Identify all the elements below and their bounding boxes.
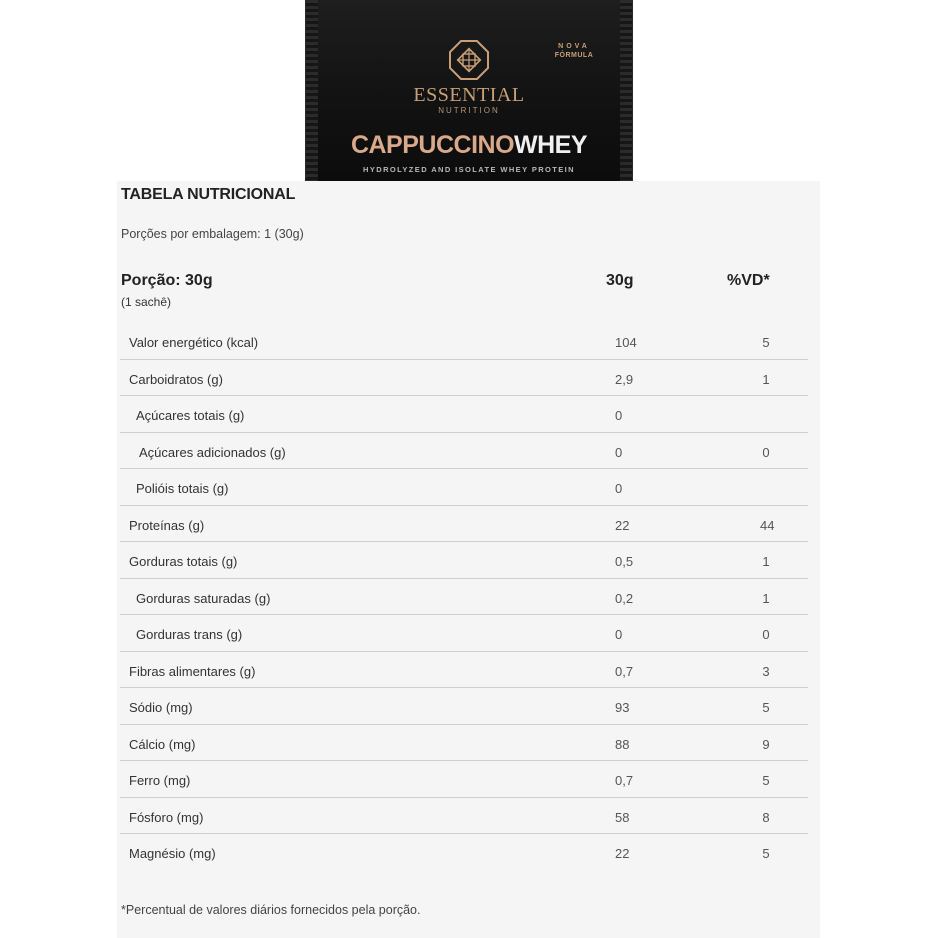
nutrient-name: Magnésio (mg) [129, 846, 216, 861]
nutrient-name: Sódio (mg) [129, 700, 193, 715]
brand-subtitle: NUTRITION [438, 106, 500, 115]
new-formula-badge [552, 42, 596, 60]
nutrient-daily-value: 3 [762, 663, 770, 679]
brand-name: ESSENTIAL [413, 84, 525, 106]
nutrient-daily-value: 0 [762, 627, 770, 642]
nutrient-daily-value: 44 [760, 517, 775, 533]
nutrient-daily-value: 5 [762, 700, 770, 715]
product-name-part2: WHEY [514, 131, 588, 159]
nutrient-name: Gorduras saturadas (g) [136, 590, 271, 606]
nutrient-amount: 0,7 [615, 773, 634, 788]
servings-per-package: Porções por embalagem: 1 (30g) [121, 227, 304, 241]
nutrient-amount: 0 [615, 481, 623, 496]
product-name-part1: CAPPUCCINO [350, 131, 515, 159]
table-row [117, 542, 820, 579]
nutrient-amount: 22 [615, 846, 630, 861]
table-title: TABELA NUTRICIONAL [121, 186, 296, 203]
nutrient-amount: 104 [615, 335, 637, 350]
nutrient-name: Fósforo (mg) [129, 809, 204, 825]
nutrient-daily-value: 1 [762, 554, 770, 569]
badge-line1: NOVA [558, 43, 590, 50]
nutrient-daily-value: 5 [762, 846, 770, 861]
nutrient-name: Fibras alimentares (g) [129, 663, 256, 679]
nutrient-name: Açúcares totais (g) [136, 408, 245, 423]
nutrient-daily-value: 5 [762, 773, 770, 788]
table-row [117, 652, 820, 689]
badge-line2: FÓRMULA [554, 52, 594, 59]
nutrient-amount: 0,2 [615, 590, 634, 606]
nutrition-table-panel [117, 181, 820, 938]
nutrition-rows [117, 323, 820, 871]
nutrient-daily-value: 1 [762, 590, 770, 606]
footnote: *Percentual de valores diários fornecidos pela porção. [121, 903, 421, 917]
nutrient-daily-value: 0 [762, 444, 770, 460]
table-row [117, 798, 820, 835]
table-row [117, 469, 820, 506]
table-row [117, 688, 820, 725]
portion-size: Porção: 30g [121, 272, 213, 289]
nutrient-name: Proteínas (g) [129, 517, 205, 533]
nutrient-amount: 93 [615, 700, 630, 715]
table-row [117, 323, 820, 360]
nutrient-amount: 22 [615, 517, 630, 533]
nutrient-amount: 0 [615, 444, 623, 460]
table-row [117, 761, 820, 798]
nutrient-name: Carboidratos (g) [129, 371, 223, 387]
table-row [117, 396, 820, 433]
nutrient-amount: 2,9 [615, 371, 634, 387]
nutrient-amount: 0,7 [615, 663, 634, 679]
nutrient-amount: 0 [615, 627, 623, 642]
nutrient-amount: 88 [615, 736, 630, 752]
nutrient-name: Valor energético (kcal) [129, 335, 259, 350]
nutrient-name: Gorduras trans (g) [136, 627, 243, 642]
portion-unit: (1 sachê) [121, 295, 172, 309]
column-header-vd: %VD* [727, 272, 770, 289]
brand-logo-icon [449, 40, 489, 80]
nutrient-daily-value: 8 [762, 809, 770, 825]
nutrient-name: Cálcio (mg) [129, 736, 196, 752]
table-row [117, 433, 820, 470]
nutrient-name: Açúcares adicionados (g) [139, 444, 286, 460]
nutrient-name: Gorduras totais (g) [129, 554, 238, 569]
nutrient-name: Polióis totais (g) [136, 481, 229, 496]
nutrient-daily-value: 1 [762, 371, 770, 387]
table-row [117, 615, 820, 652]
product-sachet-image [305, 0, 633, 181]
nutrient-amount: 58 [615, 809, 630, 825]
nutrient-amount: 0 [615, 408, 623, 423]
table-row [117, 725, 820, 762]
column-header-amount: 30g [606, 272, 634, 289]
table-row [117, 579, 820, 616]
nutrient-amount: 0,5 [615, 554, 634, 569]
nutrient-daily-value: 9 [762, 736, 770, 752]
nutrient-name: Ferro (mg) [129, 773, 191, 788]
table-row [117, 360, 820, 397]
product-name [306, 131, 632, 159]
table-row [117, 834, 820, 871]
product-subtitle: HYDROLYZED AND ISOLATE WHEY PROTEIN [363, 165, 575, 174]
nutrient-daily-value: 5 [762, 335, 770, 350]
table-row [117, 506, 820, 543]
